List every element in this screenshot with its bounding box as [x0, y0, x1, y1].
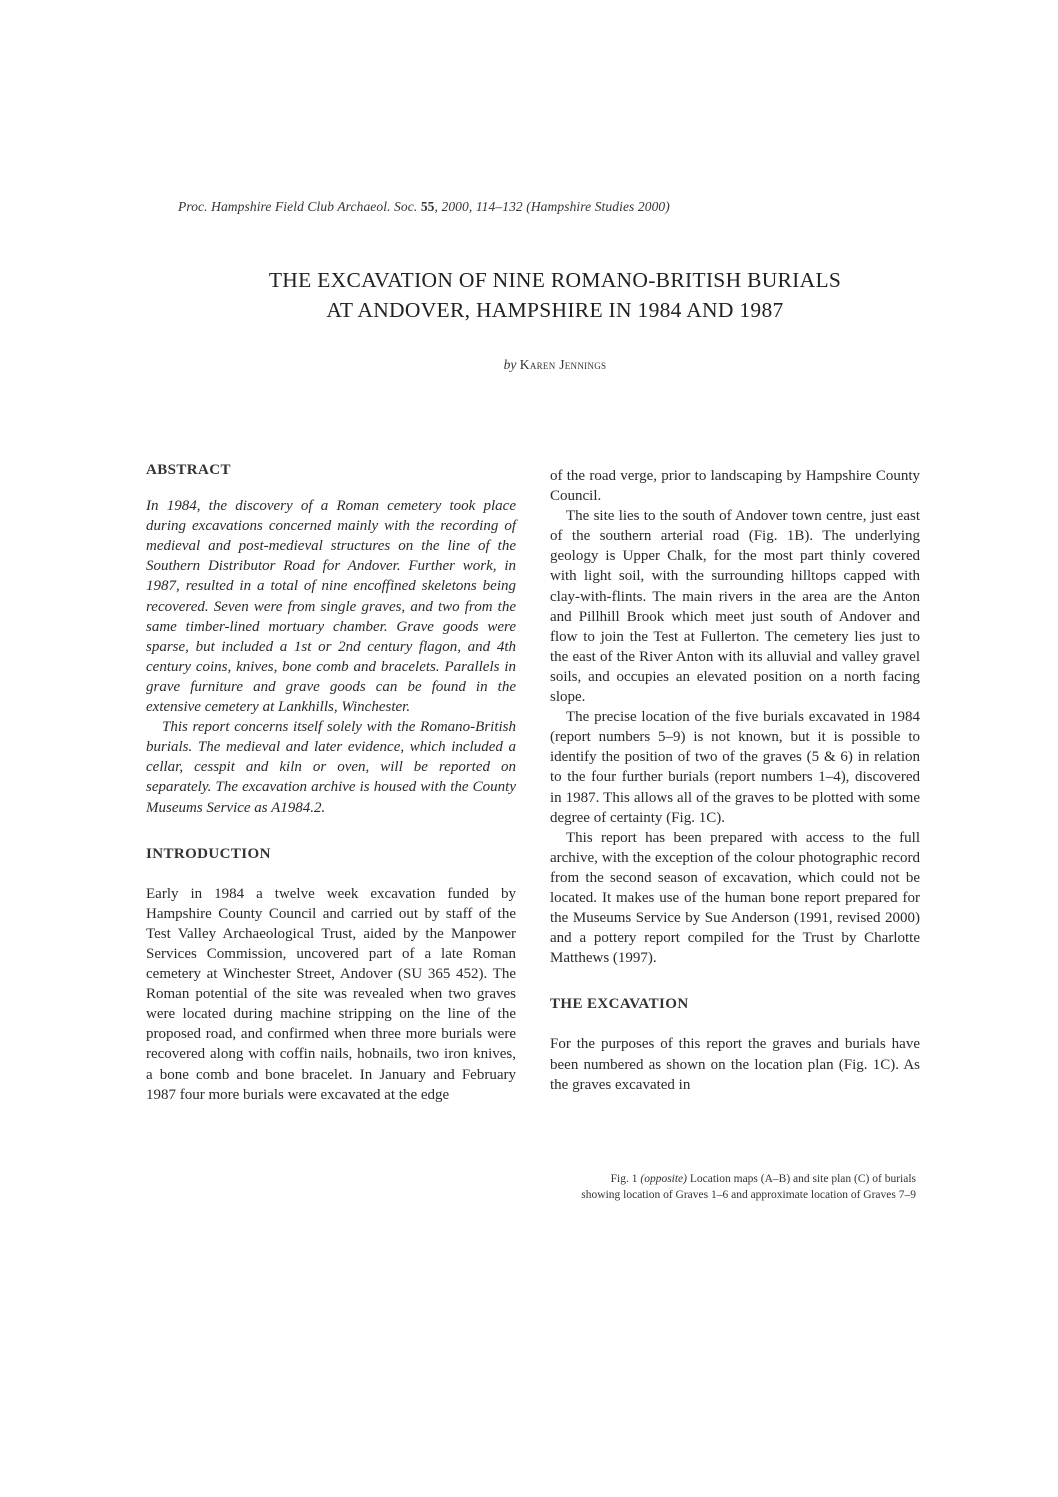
- introduction-heading: INTRODUCTION: [146, 845, 271, 862]
- citation-volume: 55: [420, 199, 435, 214]
- right-column: [550, 466, 920, 1095]
- citation-journal: Proc. Hampshire Field Club Archaeol. Soc.: [178, 199, 418, 214]
- caption-line-1-text: Location maps (A–B) and site plan (C) of burials: [689, 1173, 916, 1185]
- journal-citation: [178, 199, 878, 215]
- caption-opposite: (opposite): [640, 1173, 687, 1185]
- caption-line-2: showing location of Graves 1–6 and approximate location of Graves 7–9: [581, 1189, 916, 1201]
- citation-pages: , 2000, 114–132 (Hampshire Studies 2000): [434, 199, 670, 214]
- caption-fig-label: Fig. 1: [610, 1173, 638, 1185]
- article-title: [150, 265, 960, 325]
- title-line-1: THE EXCAVATION OF NINE ROMANO-BRITISH BURIALS: [268, 268, 842, 292]
- left-column: [146, 460, 516, 1105]
- abstract-paragraph-1: In 1984, the discovery of a Roman cemetery took place during excavations concerned mainly with the recording of medieval and post-medieval structures on the line of the Southern Distributor Road for Andover. Further work, in 1987, resulted in a total of nine encoffined skeletons being recovered. Seven were from single graves, and two from the same timber-lined mortuary chamber. Grave goods were sparse, but included a 1st or 2nd century flagon, and 4th century coins, knives, bone comb and bracelets. Parallels in grave furniture and grave goods can be found in the extensive cemetery at Lankhills, Winchester.: [146, 498, 516, 716]
- author-name: Karen Jennings: [519, 357, 607, 372]
- abstract-heading: ABSTRACT: [146, 462, 231, 478]
- title-line-2: AT ANDOVER, HAMPSHIRE IN 1984 AND 1987: [326, 298, 784, 322]
- location-paragraph: The precise location of the five burials excavated in 1984 (report numbers 5–9) is not known, but it is possible to identify the position of two of the graves (5 & 6) in relation to the four further burials (report numbers 1–4), discovered in 1987. This allows all of the graves to be plotted with some degree of certainty (Fig. 1C).: [550, 709, 920, 826]
- excavation-paragraph: For the purposes of this report the graves and burials have been numbered as shown on the location plan (Fig. 1C). As the graves excavated in: [550, 1036, 920, 1093]
- byline-by: by: [503, 357, 517, 372]
- caption-line-1: [470, 1171, 916, 1187]
- introduction-paragraph: Early in 1984 a twelve week excavation funded by Hampshire County Council and carried out by staff of the Test Valley Archaeological Trust, aided by the Manpower Services Commission, uncovered part of a late Roman cemetery at Winchester Street, Andover (SU 365 452). The Roman potential of the site was revealed when two graves were located during machine stripping on the line of the proposed road, and confirmed when three more burials were recovered along with coffin nails, hobnails, two iron knives, a bone comb and bone bracelet. In January and February 1987 four more burials were excavated at the edge: [146, 885, 516, 1103]
- abstract-paragraph-2: This report concerns itself solely with the Romano-British burials. The medieval and later evidence, which included a cellar, cesspit and kiln or oven, will be reported on separately. The excavation archive is housed with the County Museums Service as A1984.2.: [146, 719, 516, 816]
- figure-caption: [470, 1171, 916, 1203]
- continuation-paragraph: of the road verge, prior to landscaping by Hampshire County Council.: [550, 468, 920, 505]
- archive-paragraph: This report has been prepared with access to the full archive, with the exception of the colour photographic record from the second season of excavation, which could not be located. It makes use of the human bone report prepared for the Museums Service by Sue Anderson (1991, revised 2000) and a pottery report compiled for the Trust by Charlotte Matthews (1997).: [550, 829, 920, 967]
- site-paragraph: The site lies to the south of Andover town centre, just east of the southern arterial road (Fig. 1B). The underlying geology is Upper Chalk, for the most part thinly covered with light soil, with the surrounding hilltops capped with clay-with-flints. The main rivers in the area are the Anton and Pillhill Brook which meet just south of Andover and flow to join the Test at Fullerton. The cemetery lies just to the east of the River Anton with its alluvial and valley gravel soils, and occupies an elevated position on a north facing slope.: [550, 508, 920, 706]
- excavation-heading: THE EXCAVATION: [550, 996, 689, 1013]
- byline: [150, 357, 960, 373]
